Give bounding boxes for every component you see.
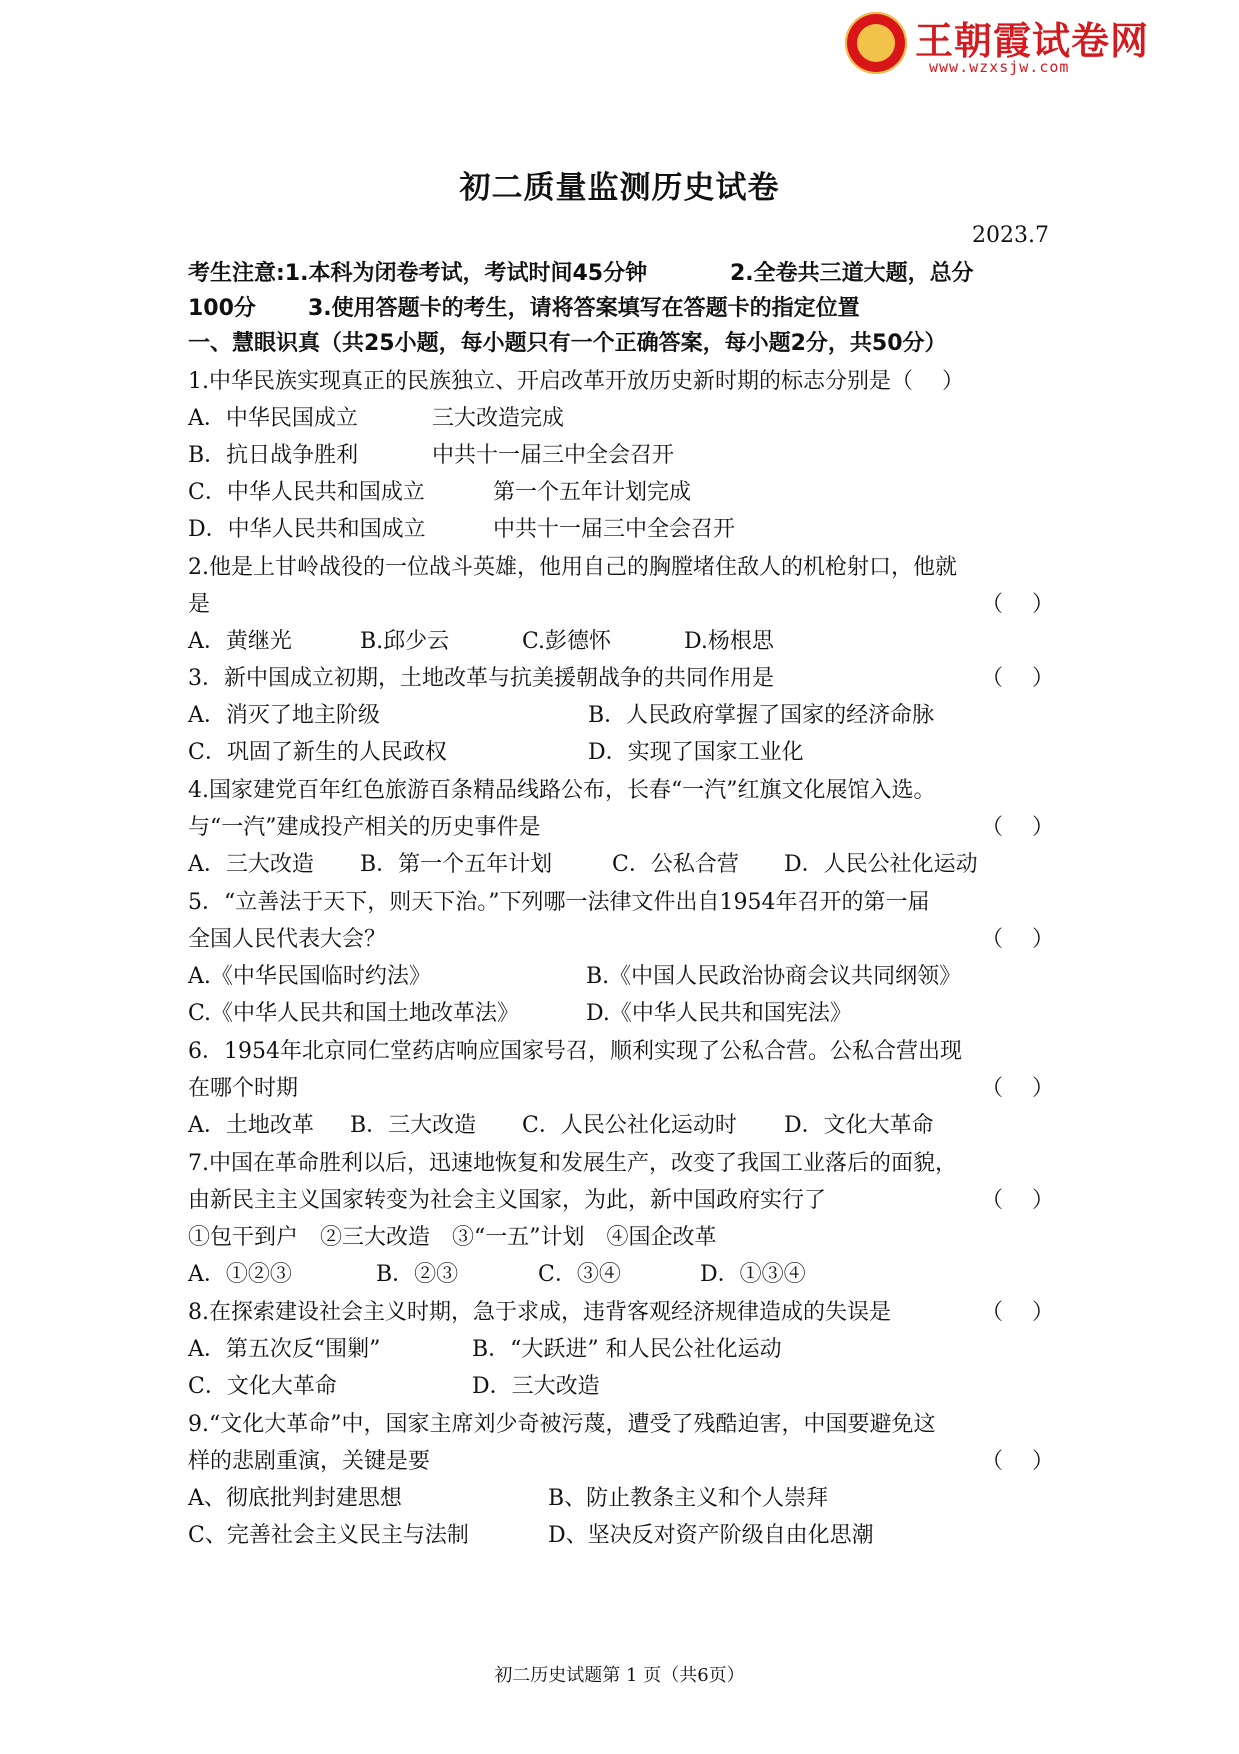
question-2-options: A．黄继光 B.邱少云 C.彭德怀 D.杨根思 [188, 629, 774, 654]
question-7-stem-2: 由新民主主义国家转变为社会主义国家，为此，新中国政府实行了 （ ） [188, 1188, 1054, 1213]
question-9-options-ab: A、彻底批判封建思想 B、防止教条主义和个人崇拜 [188, 1486, 829, 1511]
question-4-stem-2: 与“一汽”建成投产相关的历史事件是 （ ） [188, 815, 1054, 840]
question-1-stem: 1.中华民族实现真正的民族独立、开启改革开放历史新时期的标志分别是（ ） [188, 369, 964, 394]
logo-url: www.wzxsjw.com [929, 58, 1070, 76]
question-1-option-a: A．中华民国成立 三大改造完成 [188, 406, 565, 431]
notice-line-1: 考生注意:1.本科为闭卷考试，考试时间45分钟 2.全卷共三道大题，总分 [188, 261, 974, 286]
question-9-stem-2: 样的悲剧重演，关键是要 （ ） [188, 1449, 1054, 1474]
page-title: 初二质量监测历史试卷 [459, 170, 780, 206]
question-8-options-cd: C．文化大革命 D．三大改造 [188, 1374, 600, 1399]
question-7-items: ①包干到户 ②三大改造 ③“一五”计划 ④国企改革 [188, 1225, 717, 1250]
question-1-option-c: C．中华人民共和国成立 第一个五年计划完成 [188, 480, 692, 505]
question-5-options-cd: C.《中华人民共和国土地改革法》 D.《中华人民共和国宪法》 [188, 1001, 852, 1026]
question-5-stem-2: 全国人民代表大会？ （ ） [188, 927, 1054, 952]
question-2-stem-2: 是 （ ） [188, 592, 1054, 617]
question-6-options: A．土地改革 B．三大改造 C．人民公社化运动时 D．文化大革命 [188, 1113, 934, 1138]
question-2-stem-1: 2.他是上甘岭战役的一位战斗英雄，他用自己的胸膛堵住敌人的机枪射口，他就 [188, 555, 957, 580]
question-1-option-b: B．抗日战争胜利 中共十一届三中全会召开 [188, 443, 675, 468]
site-logo [843, 8, 1173, 80]
logo-brand: 王朝霞试卷网 [915, 19, 1150, 63]
question-5-options-ab: A.《中华民国临时约法》 B.《中国人民政治协商会议共同纲领》 [188, 964, 962, 989]
question-1-option-d: D．中华人民共和国成立 中共十一届三中全会召开 [188, 517, 736, 542]
question-4-stem-1: 4.国家建党百年红色旅游百条精品线路公布，长春“一汽”红旗文化展馆入选。 [188, 778, 936, 803]
question-9-options-cd: C、完善社会主义民主与法制 D、坚决反对资产阶级自由化思潮 [188, 1523, 874, 1548]
seal-icon [845, 12, 907, 74]
question-3-options-cd: C．巩固了新生的人民政权 D．实现了国家工业化 [188, 740, 804, 765]
question-3-stem: 3．新中国成立初期，土地改革与抗美援朝战争的共同作用是 （ ） [188, 666, 1054, 691]
question-8-stem: 8.在探索建设社会主义时期，急于求成，违背客观经济规律造成的失误是 （ ） [188, 1300, 1054, 1325]
question-5-stem-1: 5．“立善法于天下，则天下治。”下列哪一法律文件出自1954年召开的第一届 [188, 890, 930, 915]
question-8-options-ab: A．第五次反“围剿” B．“大跃进” 和人民公社化运动 [188, 1337, 782, 1362]
question-3-options-ab: A．消灭了地主阶级 B．人民政府掌握了国家的经济命脉 [188, 703, 935, 728]
notice-line-2: 100分 3.使用答题卡的考生，请将答案填写在答题卡的指定位置 [188, 296, 860, 321]
exam-date: 2023.7 [972, 223, 1049, 248]
question-9-stem-1: 9.“文化大革命”中，国家主席刘少奇被污蔑，遭受了残酷迫害，中国要避免这 [188, 1412, 936, 1437]
question-6-stem-2: 在哪个时期 （ ） [188, 1076, 1054, 1101]
question-4-options: A．三大改造 B．第一个五年计划 C．公私合营 D．人民公社化运动 [188, 852, 978, 877]
question-6-stem-1: 6．1954年北京同仁堂药店响应国家号召，顺利实现了公私合营。公私合营出现 [188, 1039, 962, 1064]
question-7-options: A．①②③ B．②③ C．③④ D．①③④ [188, 1262, 806, 1287]
page-footer: 初二历史试题第 1 页（共6页） [494, 1665, 745, 1686]
section-heading: 一、慧眼识真（共25小题，每小题只有一个正确答案，每小题2分，共50分） [188, 331, 947, 356]
question-7-stem-1: 7.中国在革命胜利以后，迅速地恢复和发展生产，改变了我国工业落后的面貌， [188, 1151, 957, 1176]
